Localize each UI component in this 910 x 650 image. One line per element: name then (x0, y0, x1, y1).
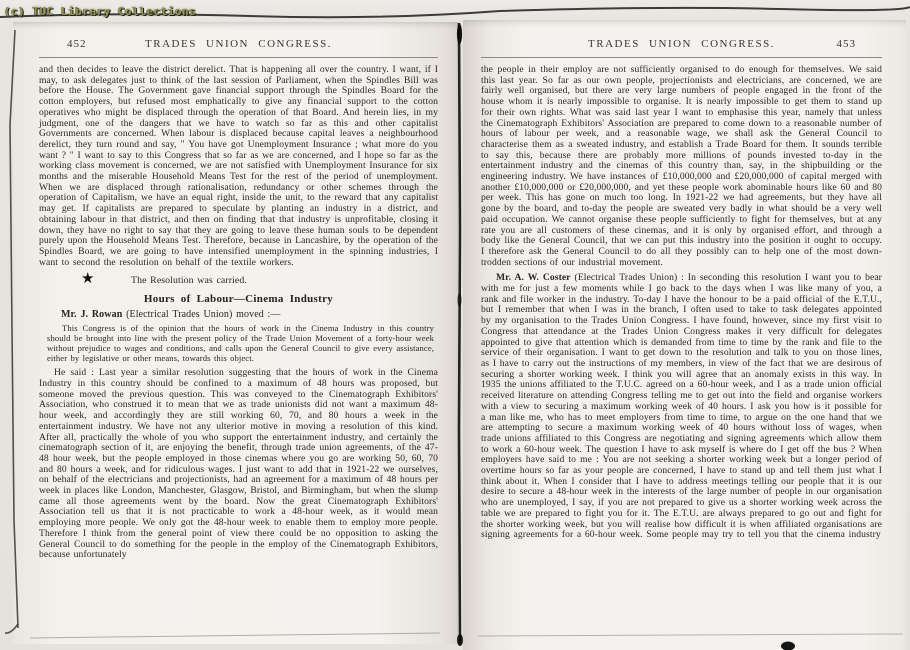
mover-line (39, 310, 438, 321)
left-header-rule (39, 57, 438, 58)
mover-name: Mr. J. Rowan (61, 308, 123, 320)
resolution-carried-line (39, 271, 438, 288)
right-header-rule (481, 57, 882, 58)
mover-text: (Electrical Trades Union) moved :— (126, 308, 281, 320)
seconder-name: Mr. A. W. Coster (496, 272, 571, 284)
seconder-text: (Electrical Trades Union) : In seconding this resolution I want you to bear with me for just a few moments while I go back to the days when I was like many of you, a rank and file worker in the industry. To-day I have the honour to be a paid official of the E.T.U., but I remember that when I was in the branch, I often used to take to task delegates appointed by my organisation to the Trades Union Congress. I have found, however, since my first visit to Congress that attendance at the Trades Union Congress makes it very difficult for delegates appointed to give that attention which is demanded from time to time by the rank and file to the service of their organisation. I want to get down to the resolution and talk to you on those lines, as I have to carry out the instructions of my members, in view of the fact that we are desirous of securing a shorter working week. I think you will agree that an anomaly exists in this way. In 1935 the unions affiliated to the T.U.C. agreed on a 60-hour week, and I as a trade union official received literature on attending Congress telling me to get out into the field and organise workers with a view to securing a maximum working week of 40 hours. I ask you how is it possible for a man like me, who has to meet employers from time to time, to argue on the one hand that we are attempting to secure a maximum working week of 40 hours without loss of wages, when trade unions affiliated to this Congress are negotiating and signing agreements which allow them to work a 60-hour week. The question I have to ask myself is where do I get off the bus ? When employers have said to me : You are not seeking a shorter working week but a longer period of overtime hours so far as your people are concerned, I have to stand up and tell them just what I think about it. When I consider that I have to address meetings telling our people that it is our desire to secure a 48-hour week in the interests of the large number of people in our organisation who are unemployed, I say, if you are not prepared to give us a shorter working week across the table we are prepared to fight you for it. The E.T.U. are always prepared to go out and fight for the shorter working week, but you will realise how difficult it is when affiliated organisations are signing agreements for a 60-hour week. Some people may try to tell you that the cinema industry (481, 272, 882, 541)
section-heading: Hours of Labour—Cinema Industry (143, 293, 334, 306)
star-mark-icon: ★ (81, 271, 95, 288)
watermark-text: (c) TUC Library Collections (4, 5, 197, 18)
right-page-header (481, 38, 882, 54)
left-page (13, 22, 458, 644)
left-page-header (39, 38, 438, 54)
right-page-number: 453 (836, 38, 856, 50)
right-running-title: TRADES UNION CONGRESS. (588, 38, 775, 50)
right-continuation-paragraph: the people in their employ are not sufficiently organised to do enough for themselves. We said this last year. So far as our own people, projectionists and electricians, are concerned, we are fairly well organised, but there are very large numbers of people engaged in the front of the house whom it is nearly impossible to organise. It is nearly impossible to get them to stand up for their own rights. What was said last year I want to emphasise this year, namely that unless the Cinematograph Exhibitors' Association are prepared to come down to a reasonable number of hours of labour per week, and a reasonable wage, we shall ask the General Council to characterise them as a sweated industry, and establish a Trade Board for them. It sounds terrible to say this, because there are probably more millions of pounds invested to-day in the entertainment industry and the cinemas of this country than, say, in the shipbuilding or the engineering industry. We have instances of £10,000,000 and £20,000,000 of capital merged with another £10,000,000 or £20,000,000, and yet these people work abominable hours like 60 and 80 per week. This has gone on much too long. In 1921-22 we had agreements, but they have all gone by the board, and to-day the people are sweated very badly in what should be a very well paid occupation. We cannot organise these people sufficiently to fight for themselves, but at any rate you are all customers of these cinemas, and it is only by organised effort, and through a body like the General Council, that we can put this industry into the position it ought to occupy. I therefore ask the General Council to do all they possibly can to help one of the most down-trodden sections of our industrial movement. (481, 64, 882, 268)
left-intro-paragraph: and then decides to leave the district derelict. That is happening all over the country. I want, if I may, to ask delegates just to think of the last session of Parliament, when the Spindles Bill was before the House. The Government gave financial support through the Spindles Board for the cotton employers, but refused most emphatically to give any financial support to the cotton operatives who might be displaced through the operation of that Board. And herein lies, in my judgment, one of the dangers that we have to watch so far as this and other capitalist Governments are concerned. When labour is displaced because capital leaves a neighbourhood derelict, they turn round and say, " You have got Unemployment Insurance ; what more do you want ? " I want to say to this Congress that so far as we are concerned, and I hope so far as the working class movement is concerned, we are not satisfied with Unemployment Insurance for six months and the miserable Household Means Test for the rest of the period of unemployment. When we are displaced through rationalisation, redundancy or other schemes through the operation of Capitalism, we have an equal right, inside the unit, to the reward that any capitalist may get. If capitalists are prepared to speculate by planting an industry in a district, and obtaining labour in that district, and then on finding that that industry is unprofitable, closing it down, they have no right to say that they are going to leave these human souls to be dependent purely upon the Household Means Test. Therefore, because in Lancashire, by the operation of the Spindles Board, we are going to have intensified unemployment in the spinning industries, I want to second the resolution on behalf of the textile workers. (39, 64, 438, 268)
right-page (463, 20, 906, 650)
resolution-text: This Congress is of the opinion that the hours of work in the Cinema Industry in this country should be brought into line with the present policy of the Trade Union Movement of a forty-hour week without prejudice to wages and conditions, and calls upon the General Council to give every assistance, either by legislative or other means, towards this object. (47, 323, 434, 363)
resolution-carried-text: The Resolution was carried. (131, 275, 247, 287)
left-running-title: TRADES UNION CONGRESS. (145, 38, 332, 50)
mover-speech-paragraph: He said : Last year a similar resolution suggesting that the hours of work in the Cinema Industry in this country should be confined to a maximum of 48 hours was proposed, but someone moved the previous question. This was conveyed to the Cinematograph Exhibitors' Association, who construed it to mean that we as trade unionists did not want a maximum 48-hour week, and accordingly they are still working 60, 70, and 80 hours a week in the entertainment industry. We have not any ulterior motive in moving a resolution of this kind. After all, practically the whole of you who support the entertainment industry, and certainly the cinematograph section of it, are enjoying the benefit, through trade union agreements, of the 47-48 hour week, but the people employed in those cinemas where you go are working 50, 60, 70 and 80 hours a week, and for ridiculous wages. I just want to add that in 1921-22 we ourselves, on behalf of the electricians and projectionists, had an agreement for a maximum of 48 hours per week in places like London, Manchester, Glasgow, Bristol, and Birmingham, but when the slump came all those agreements went by the board. Now the great Cinematograph Exhibitors' Association tell us that it is not practicable to work a 48-hour week, as it would mean employing more people. We only got the 48-hour week to enable them to employ more people. Therefore I think from the general point of view there could be no opposition to asking the General Council to do something for the people in the employ of the Cinematograph Exhibitors, because unfortunately (39, 367, 438, 561)
left-page-number: 452 (67, 38, 87, 50)
seconder-speech-paragraph (481, 273, 882, 541)
